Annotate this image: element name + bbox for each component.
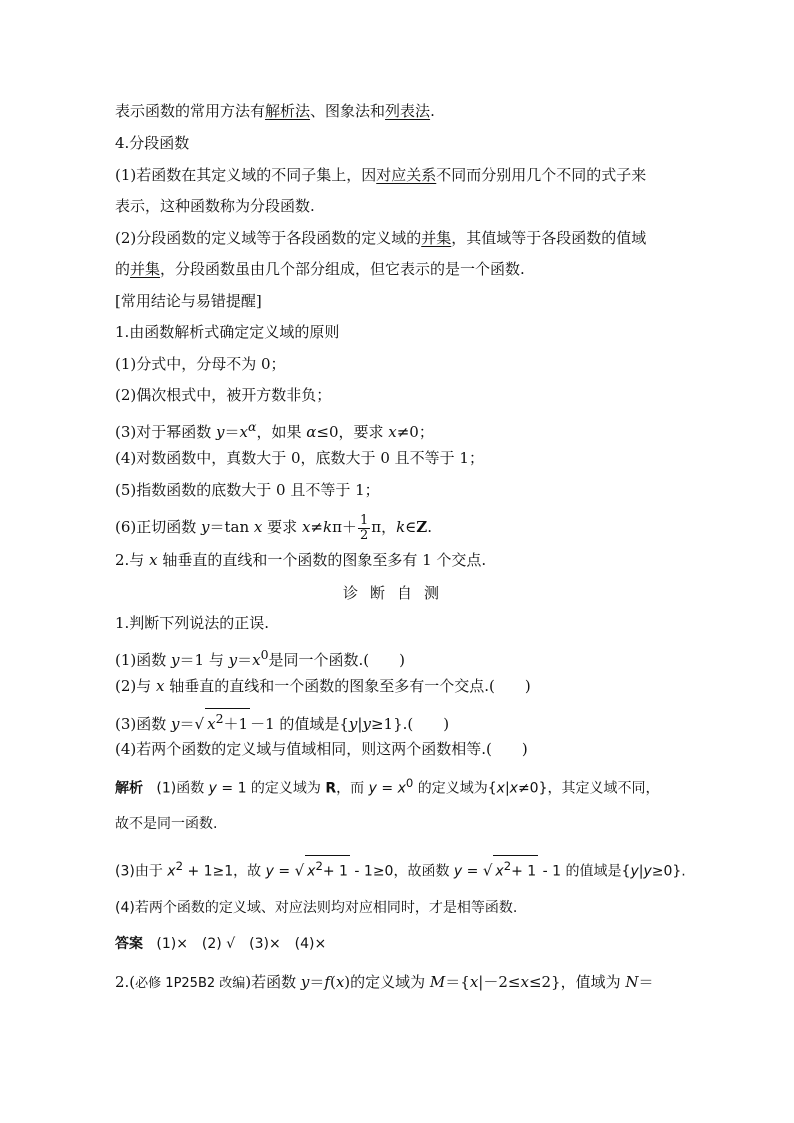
text: 要求 — [262, 518, 302, 536]
var: x — [335, 973, 345, 991]
var: y — [630, 863, 639, 880]
text: ，分段函数虽由几个部分组成，但它表示的是一个函数. — [160, 260, 525, 278]
var: y — [228, 651, 238, 669]
text: (1)函数 — [156, 780, 209, 797]
var: y — [216, 423, 225, 441]
piecewise-domain-line-2 — [115, 259, 525, 279]
text: = — [273, 863, 295, 880]
text: ≥0}. — [651, 863, 686, 880]
var: x — [397, 780, 406, 797]
text: ＝ — [237, 651, 253, 669]
sqrt-symbol: √ — [294, 861, 305, 880]
var: x — [252, 651, 261, 669]
text: 轴垂直的直线和一个函数的图象至多有一个交点.( — [164, 677, 495, 695]
exponent: 0 — [260, 647, 269, 662]
exponent: α — [248, 419, 257, 434]
text: )的定义域为 — [344, 973, 430, 991]
answer-line — [115, 934, 326, 954]
var: x — [149, 551, 158, 569]
text: ＝ — [179, 715, 195, 733]
section-heading: 4.分段函数 — [115, 134, 190, 152]
statement-3 — [115, 708, 449, 734]
exponent: 2 — [315, 859, 323, 873]
var: x — [509, 780, 518, 797]
text: 不同而分别用几个不同的式子来 — [436, 166, 647, 184]
var: k — [322, 518, 333, 536]
text: ) — [399, 651, 406, 669]
rule-7 — [115, 550, 486, 570]
underlined-term: 解析法 — [265, 102, 311, 120]
text: ) — [443, 715, 450, 733]
text: ) — [521, 740, 528, 758]
piecewise-domain-line-1 — [115, 228, 646, 248]
var: x — [239, 423, 248, 441]
exponent: 2 — [175, 859, 183, 873]
text: . — [427, 518, 433, 536]
text: (2)与 — [115, 677, 157, 695]
fraction — [358, 514, 370, 543]
rule-2: (2)偶次根式中，被开方数非负； — [115, 386, 332, 404]
text: . — [430, 102, 435, 120]
rule-6 — [115, 512, 432, 543]
text: )若函数 — [245, 973, 301, 991]
text: ，其值域等于各段函数的值域 — [451, 229, 647, 247]
text: ≠0}，其定义域不同， — [517, 780, 660, 797]
text: - 1≥0，故函数 — [349, 863, 454, 880]
text: (2)分段函数的定义域等于各段函数的定义域的 — [115, 229, 422, 247]
exponent: 2 — [215, 711, 224, 726]
text: | — [357, 715, 363, 733]
text: (6)正切函数 — [115, 518, 202, 536]
var: y — [300, 973, 310, 991]
section-title: 诊断自测 — [342, 584, 451, 602]
text: |－2≤ — [478, 973, 521, 991]
var: x — [496, 780, 505, 797]
text: | — [638, 863, 644, 880]
var: M — [429, 973, 446, 991]
text: －1 的值域是{ — [250, 715, 349, 733]
text: ＝{ — [445, 973, 470, 991]
var: y — [362, 715, 371, 733]
analysis-line-1 — [115, 773, 660, 799]
text: ＋1 — [223, 715, 249, 733]
text: ，如果 — [256, 423, 307, 441]
denominator: 2 — [359, 527, 369, 543]
analysis-line-3 — [115, 855, 686, 882]
var: x — [253, 518, 263, 536]
var: α — [306, 423, 317, 441]
underlined-term: 并集 — [421, 229, 452, 247]
var: y — [171, 651, 180, 669]
var: x — [207, 715, 216, 733]
piecewise-def-line-2: 表示，这种函数称为分段函数. — [115, 197, 315, 215]
text: ＝1 与 — [179, 651, 229, 669]
text: + 1≥1，故 — [183, 863, 266, 880]
text: 、图象法和 — [310, 102, 386, 120]
source-note: 必修 1P25B2 改编 — [135, 976, 246, 991]
answer-label: 答案 — [115, 936, 143, 952]
underlined-term: 列表法 — [385, 102, 431, 120]
text: (3)由于 — [115, 863, 168, 880]
text: = — [376, 780, 398, 797]
var: x — [156, 677, 165, 695]
var: x — [495, 863, 504, 880]
var: f — [324, 973, 330, 991]
text: + 1 — [511, 863, 537, 880]
var: k — [396, 518, 406, 536]
sqrt-symbol: √ — [482, 861, 493, 880]
text: (1)函数 — [115, 651, 172, 669]
text: ＝ — [309, 973, 325, 991]
statement-2 — [115, 676, 531, 696]
rule-heading: 1.由函数解析式确定定义域的原则 — [115, 323, 340, 341]
var: x — [388, 423, 397, 441]
analysis-line-2: 故不是同一函数. — [115, 816, 218, 832]
exponent: 0 — [405, 776, 414, 790]
text: (3)函数 — [115, 715, 172, 733]
text: = 1 的定义域为 — [216, 780, 326, 797]
text: 的 — [115, 260, 131, 278]
text: 2.与 — [115, 551, 150, 569]
var: N — [625, 973, 639, 991]
text: π＋ — [332, 518, 357, 536]
text: - 1 的值域是{ — [538, 863, 631, 880]
text: (3)对于幂函数 — [115, 423, 217, 441]
statement-1 — [115, 645, 405, 670]
text: ≤0，要求 — [316, 423, 389, 441]
underlined-term: 对应关系 — [376, 166, 437, 184]
var: y — [368, 780, 377, 797]
text: ≤2}，值域为 — [528, 973, 626, 991]
reals-symbol: R — [325, 780, 337, 797]
var: y — [348, 715, 358, 733]
text: + 1 — [322, 863, 348, 880]
numerator: 1 — [359, 512, 369, 528]
rule-3 — [115, 417, 434, 442]
var: x — [307, 863, 316, 880]
text: ，而 — [336, 780, 369, 797]
text: = — [462, 863, 483, 880]
underlined-term: 并集 — [130, 260, 161, 278]
rule-5: (5)指数函数的底数大于 0 且不等于 1； — [115, 481, 380, 499]
radicand — [305, 855, 350, 882]
text: ( — [329, 973, 336, 991]
text: 的定义域为{ — [413, 780, 497, 797]
text: 轴垂直的直线和一个函数的图象至多有 1 个交点. — [157, 551, 487, 569]
question-1-heading: 1.判断下列说法的正误. — [115, 614, 270, 632]
exponent: 2 — [503, 859, 512, 873]
analysis-label: 解析 — [115, 780, 143, 797]
tips-heading: [常用结论与易错提醒] — [115, 292, 262, 310]
var: y — [643, 863, 652, 880]
text: (1)若函数在其定义域的不同子集上，因 — [115, 166, 377, 184]
var: y — [201, 518, 210, 536]
text: ≠0； — [396, 423, 434, 441]
piecewise-def-line-1 — [115, 165, 646, 185]
var: y — [265, 863, 274, 880]
text: ∈ — [405, 518, 417, 536]
var: x — [520, 973, 529, 991]
text: ) — [524, 677, 531, 695]
var: y — [208, 780, 217, 797]
text: (4)若两个函数的定义域与值域相同，则这两个函数相等.( — [115, 740, 492, 758]
text: 表示函数的常用方法有 — [115, 102, 266, 120]
radicand — [205, 708, 250, 734]
representation-methods-line — [115, 101, 435, 121]
question-2 — [115, 972, 654, 994]
radicand — [493, 855, 538, 882]
var: y — [171, 715, 180, 733]
integers-symbol: Z — [416, 518, 428, 536]
sqrt-symbol: √ — [194, 715, 205, 733]
text: ＝tan — [209, 518, 254, 536]
answer-text: (1)× (2) √ (3)× (4)× — [156, 936, 327, 952]
var: x — [301, 518, 311, 536]
text: ＝ — [638, 973, 654, 991]
text: π， — [371, 518, 397, 536]
text: ≠ — [310, 518, 323, 536]
text: 2.( — [115, 973, 136, 991]
var: x — [167, 863, 176, 880]
var: x — [469, 973, 479, 991]
rule-4: (4)对数函数中，真数大于 0，底数大于 0 且不等于 1； — [115, 449, 484, 467]
analysis-line-4: (4)若两个函数的定义域、对应法则均对应相同时，才是相等函数. — [115, 900, 518, 916]
text: | — [504, 780, 510, 797]
rule-1: (1)分式中，分母不为 0； — [115, 355, 286, 373]
text: ＝ — [224, 423, 240, 441]
var: y — [453, 863, 463, 880]
text: 是同一个函数.( — [268, 651, 370, 669]
statement-4 — [115, 739, 528, 759]
text: ≥1}.( — [370, 715, 414, 733]
